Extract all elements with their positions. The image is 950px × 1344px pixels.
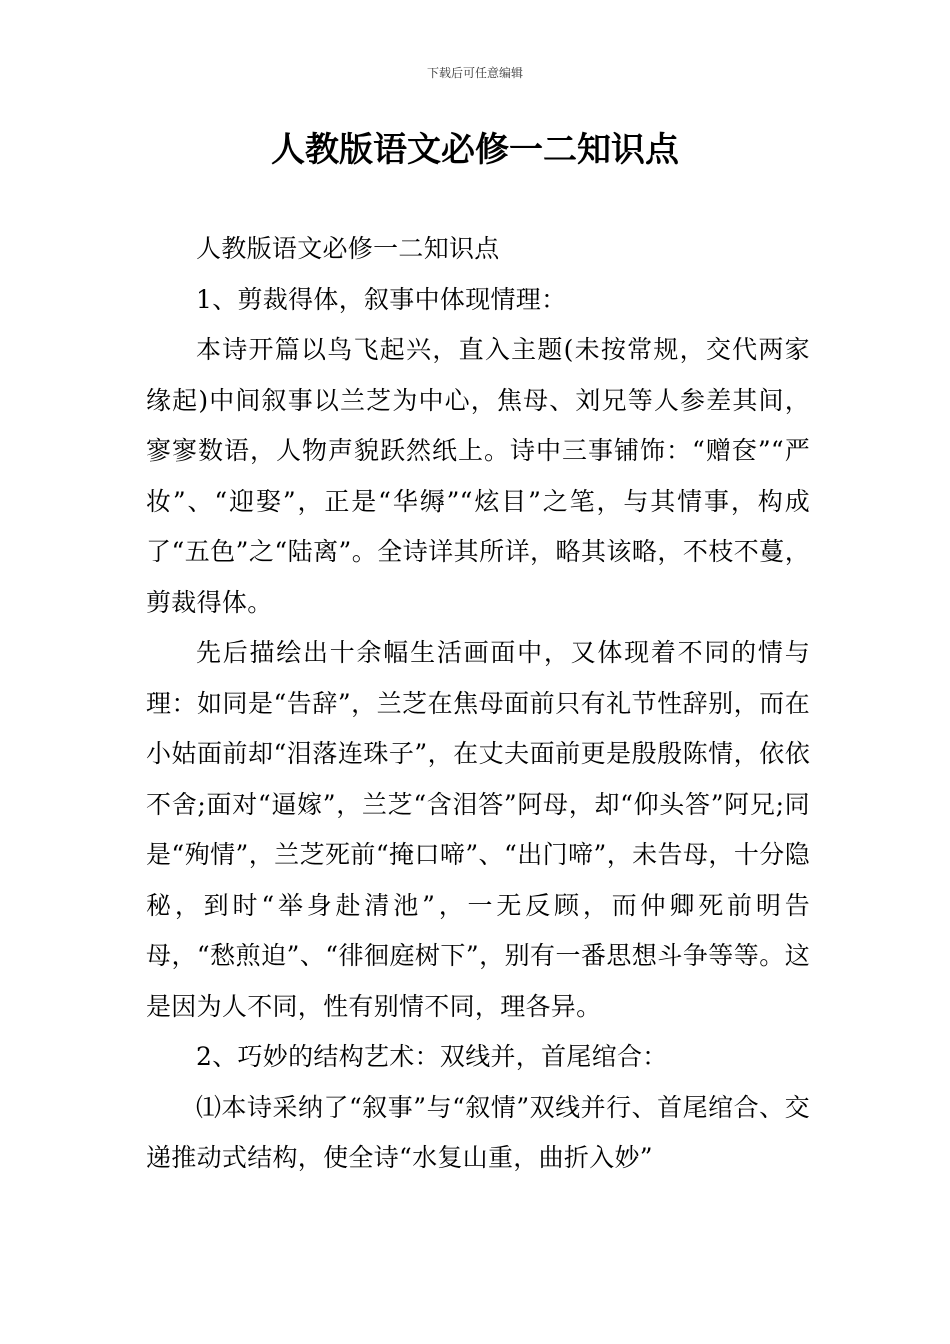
- document-title: 人教版语文必修一二知识点: [271, 130, 679, 170]
- paragraph-heading-2: 2、巧妙的结构艺术：双线并，首尾绾合：: [196, 1042, 668, 1071]
- header-note: 下载后可任意编辑: [426, 66, 523, 80]
- paragraph-heading-1: 1、剪裁得体，叙事中体现情理：: [196, 284, 567, 314]
- paragraph-body-2: 先后描绘出十余幅生活画面中，又体现着不同的情与理：如同是“告辞”，兰芝在焦母面前只有礼节性辞别，而在小姑面前却“泪落连珠子”，在丈夫面前更是殷殷陈情，依依不舍;面对“逼嫁”，兰芝“含泪答”阿母，却“仰头答”阿兄;同是“殉情”，兰芝死前“掩口啼”、“出门啼”，未告母，十分隐秘，到时“举身赴清池”，一无反顾，而仲卿死前明告母，“愁煎迫”、“徘徊庭树下”，别有一番思想斗争等等。这是因为人不同，性有别情不同，理各异。: [146, 638, 810, 1021]
- paragraph-body-3: ⑴本诗采纳了“叙事”与“叙情”双线并行、首尾绾合、交递推动式结构，使全诗“水复山重，曲折入妙”: [146, 1092, 810, 1172]
- paragraph-body-1: 本诗开篇以鸟飞起兴，直入主题(未按常规，交代两家缘起)中间叙事以兰芝为中心，焦母、刘兄等人参差其间，寥寥数语，人物声貌跃然纸上。诗中三事铺饰：“赠奁”“严妆”、“迎娶”，正是“华缛”“炫目”之笔，与其情事，构成了“五色”之“陆离”。全诗详其所详，略其该略，不枝不蔓，剪裁得体。: [146, 335, 810, 617]
- paragraph-subtitle: 人教版语文必修一二知识点: [196, 234, 500, 263]
- document-body: [146, 224, 810, 1184]
